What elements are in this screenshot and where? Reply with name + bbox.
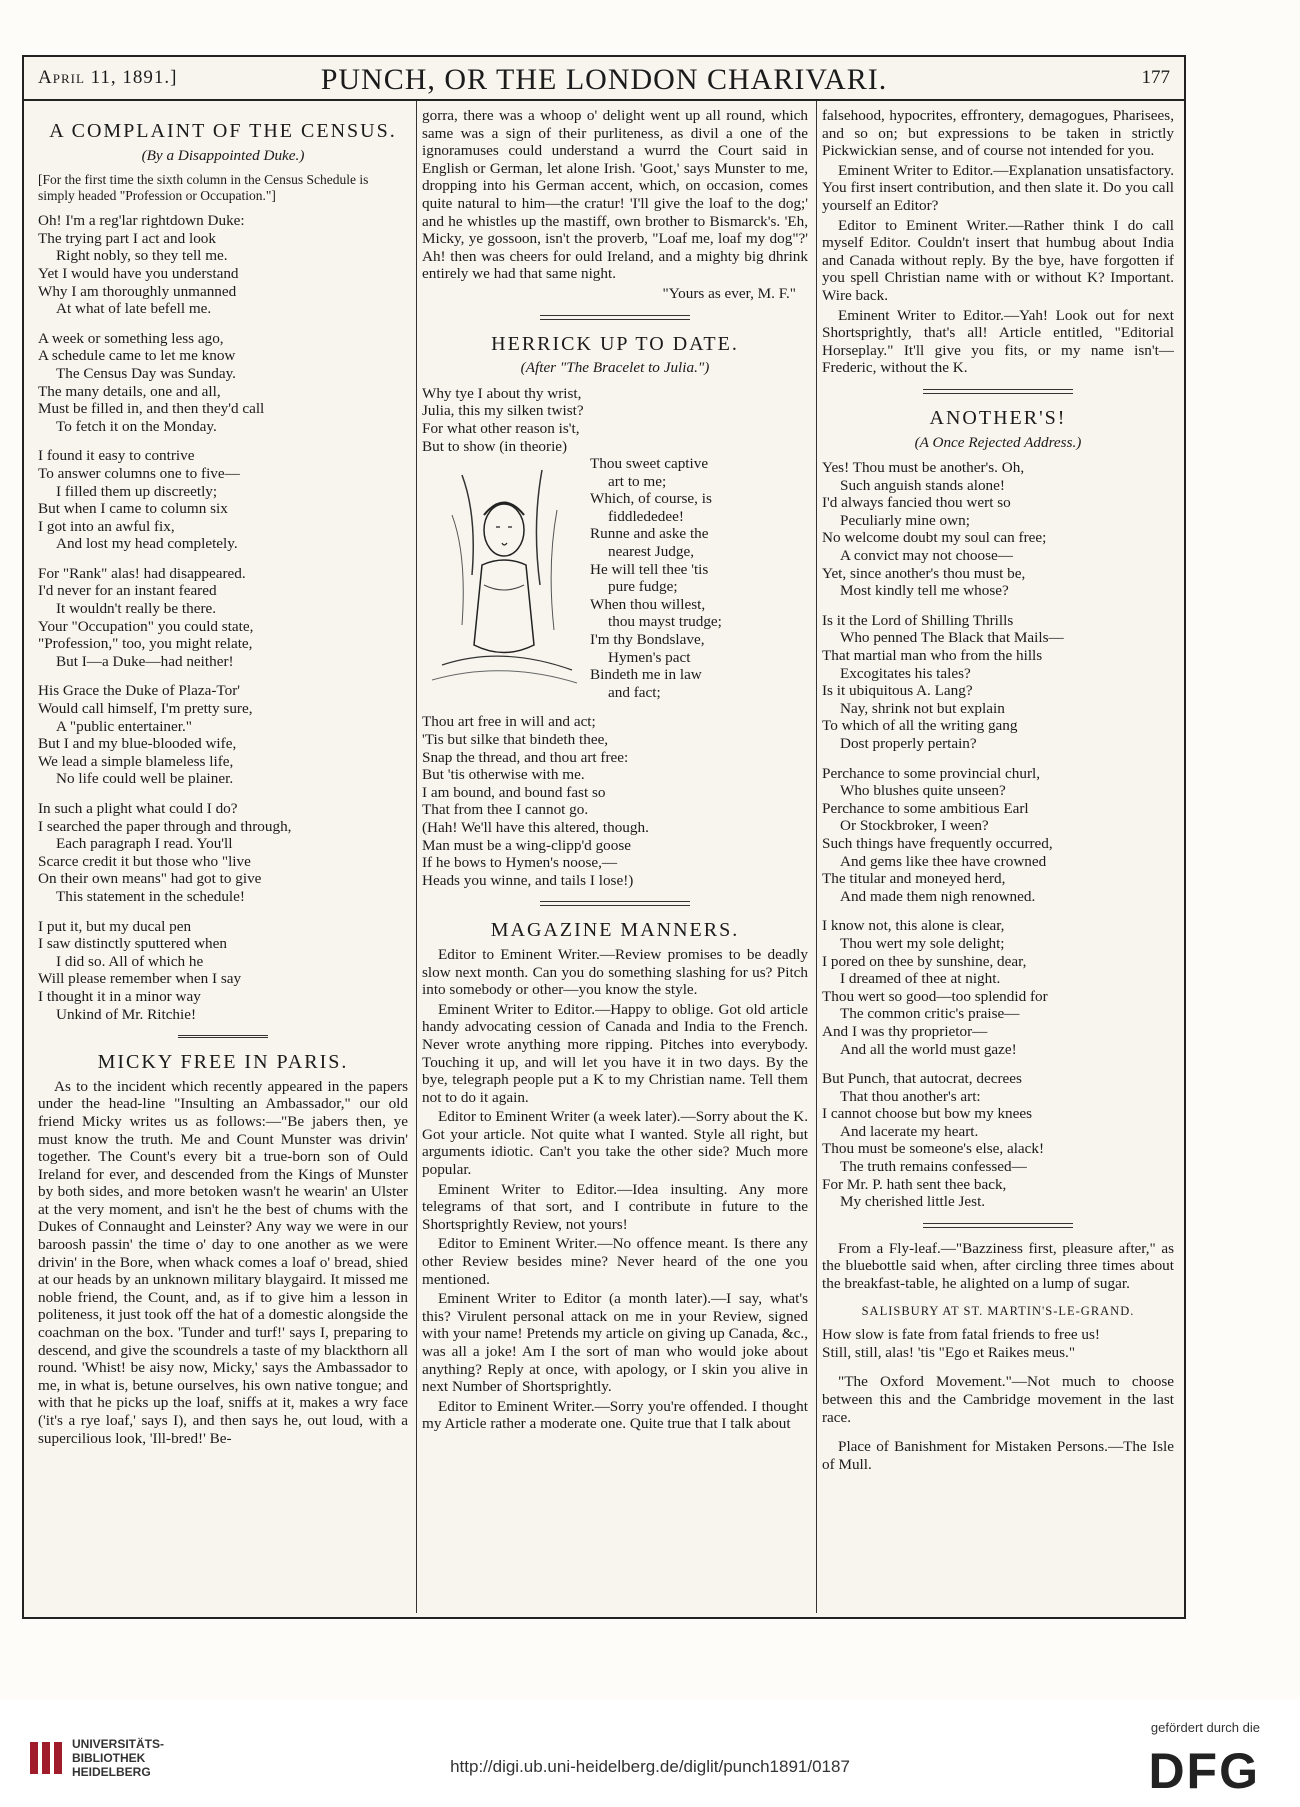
anothers-poem [822, 459, 1174, 1211]
verse-line: But to show (in theorie) [422, 437, 568, 455]
verse-line: If he bows to Hymen's noose,— [422, 854, 618, 872]
verse-line: Is it ubiquitous A. Lang? [822, 682, 973, 700]
source-url[interactable]: http://digi.ub.uni-heidelberg.de/diglit/punch1891/0187 [450, 1757, 850, 1776]
verse-line: Yet I would have you understand [38, 264, 239, 282]
verse-line: It wouldn't really be there. [56, 600, 217, 618]
verse-line: Will please remember when I say [38, 970, 242, 988]
verse-line: And lacerate my heart. [840, 1122, 979, 1140]
herrick-byline: (After "The Bracelet to Julia.") [520, 359, 710, 377]
verse-line: Dost properly pertain? [840, 735, 977, 752]
verse-line: Thou wert so good—too splendid for [822, 987, 1048, 1005]
verse-line: (Hah! We'll have this altered, though. [422, 818, 649, 836]
separator [923, 389, 1073, 394]
stanza [38, 800, 408, 906]
herrick-illustrated-block [422, 455, 808, 701]
page-number: 177 [1141, 67, 1170, 88]
verse-line: A week or something less ago, [38, 329, 224, 347]
verse-line: Nay, shrink not but explain [840, 699, 1005, 717]
verse-line: A schedule came to let me know [38, 347, 236, 365]
verse-line: He will tell thee 'tis [590, 560, 709, 578]
verse-line: On their own means" had got to give [38, 870, 262, 888]
verse-line: 'Tis but silke that bindeth thee, [422, 731, 609, 748]
verse-line: I found it easy to contrive [38, 447, 195, 465]
anothers-title: ANOTHER'S! [929, 406, 1067, 429]
magazine-continuation [822, 107, 1174, 377]
paragraph: Eminent Writer to Editor (a month later).—I say, what's this? Virulent personal attack on me in your Review, signed with your name! Pretends my article on giving up Canada, &c., was all a joke! Am I the sort of man who would joke about anything? Reply at once, with apology, or I skin you alive in next Number of Shortsprightly. [422, 1290, 808, 1396]
verse-line: Right nobly, so they tell me. [56, 247, 228, 265]
verse-line: I know not, this alone is clear, [822, 917, 1005, 935]
verse-line: I searched the paper through and through, [38, 817, 292, 835]
verse-line: To answer columns one to five— [38, 464, 240, 482]
verse-line: I cannot choose but bow my knees [822, 1105, 1033, 1123]
verse-line: I filled them up discreetly; [56, 482, 218, 500]
page-header [24, 57, 1184, 101]
verse-line: Unkind of Mr. Ritchie! [56, 1005, 197, 1023]
magazine-title: MAGAZINE MANNERS. [490, 919, 740, 942]
verse-line: And I was thy proprietor— [822, 1022, 988, 1040]
micky-title: MICKY FREE IN PARIS. [97, 1051, 349, 1074]
stanza [38, 918, 408, 1024]
census-poem [38, 212, 408, 1023]
verse-line: Must be filled in, and then they'd call [38, 400, 265, 418]
verse-line: I'm thy Bondslave, [590, 631, 705, 649]
herrick-lines-top [422, 385, 808, 455]
herrick-title: HERRICK UP TO DATE. [491, 332, 739, 355]
separator [178, 1035, 268, 1038]
herrick-lines-bottom [422, 713, 808, 889]
verse-line: I did so. All of which he [56, 952, 204, 970]
verse-line: Perchance to some provincial churl, [822, 764, 1041, 782]
verse-line: The titular and moneyed herd, [822, 870, 1006, 888]
verse-line: Peculiarly mine own; [840, 511, 970, 529]
verse-line: Such anguish stands alone! [840, 476, 1005, 494]
census-note: [For the first time the sixth column in the Census Schedule is simply headed "Profession or Occupation."] [38, 172, 369, 204]
verse-line: But 'tis otherwise with me. [422, 766, 585, 784]
verse-line: How slow is fate from fatal friends to free us! [822, 1326, 1100, 1344]
stanza [822, 612, 1174, 753]
verse-line: Thou art free in will and act; [422, 713, 596, 731]
verse-line: In such a plight what could I do? [38, 800, 238, 817]
verse-line: And gems like thee have crowned [840, 852, 1047, 870]
micky-signoff: "Yours as ever, M. F." [662, 284, 796, 302]
paragraph: Editor to Eminent Writer.—Sorry you're offended. I thought my Article rather a moderate one. Quite true that I talk about [422, 1397, 808, 1433]
paragraph: Editor to Eminent Writer (a week later).—Sorry about the K. Got your article. Not quite what I wanted. Style all right, but arguments idiotic. Can't you take the other side? Much more popular. [422, 1108, 808, 1179]
verse-line: For Mr. P. hath sent thee back, [822, 1175, 1007, 1193]
paragraph: Editor to Eminent Writer.—Rather think I do call myself Editor. Couldn't insert that humbug about India and Canada without reply. By the bye, have forgotten if you spell Christian name with or without K? Important. Wire back. [822, 216, 1174, 304]
library-name-line: BIBLIOTHEK [72, 1751, 146, 1765]
column-2 [422, 107, 808, 1602]
library-name-line: UNIVERSITÄTS- [72, 1737, 165, 1751]
verse-line: Still, still, alas! 'tis "Ego et Raikes meus." [822, 1343, 1076, 1361]
verse-line: I am bound, and bound fast so [422, 783, 606, 801]
verse-line: To which of all the writing gang [822, 717, 1018, 735]
anothers-byline: (A Once Rejected Address.) [914, 433, 1082, 451]
verse-line: For "Rank" alas! had disappeared. [38, 564, 246, 582]
verse-line: fiddlededee! [608, 507, 684, 525]
column-rule [416, 101, 417, 1613]
verse-line: The many details, one and all, [38, 382, 221, 400]
verse-line: Which, of course, is [590, 490, 712, 508]
verse-line: And all the world must gaze! [840, 1040, 1017, 1058]
verse-line: A convict may not choose— [840, 547, 1013, 565]
verse-line: Oh! I'm a reg'lar rightdown Duke: [38, 212, 245, 230]
paragraph: Eminent Writer to Editor.—Happy to oblige. Got old article handy advocating cession of Canada and India to the French. Never wrote anything more ripping. Pitches into everybody. Touching it up, and will let you have it in two days. By the bye, telegraph people put a K to my Christian name. Tell them not to do it again. [422, 1000, 808, 1106]
verse-line: For what other reason is't, [422, 419, 580, 437]
issue-date: April 11, 1891.] [38, 67, 178, 88]
verse-line: The truth remains confessed— [840, 1158, 1027, 1176]
verse-line: Bindeth me in law [590, 666, 702, 684]
verse-line: art to me; [608, 472, 667, 490]
verse-line: Hymen's pact [608, 648, 691, 666]
verse-line: Why I am thoroughly unmanned [38, 282, 237, 300]
verse-line: My cherished little Jest. [840, 1193, 986, 1211]
verse-line: I got into an awful fix, [38, 517, 175, 535]
oxford-paragraph: "The Oxford Movement."—Not much to choose between this and the Cambridge movement in the last race. [822, 1373, 1174, 1426]
newspaper-page [22, 55, 1186, 1619]
stanza [822, 917, 1174, 1058]
stanza [38, 447, 408, 553]
verse-line: I'd never for an instant feared [38, 582, 217, 600]
verse-line: and fact; [608, 683, 661, 701]
masthead-title: PUNCH, OR THE LONDON CHARIVARI. [320, 63, 888, 96]
verse-line: thou mayst trudge; [608, 613, 722, 631]
paragraph: Editor to Eminent Writer.—Review promises to be deadly slow next month. Can you do something slashing for us? Pitch into somebody or other—you know the style. [422, 945, 808, 999]
verse-line: Yet, since another's thou must be, [822, 564, 1026, 582]
verse-line: Runne and aske the [590, 525, 709, 543]
verse-line: No welcome doubt my soul can free; [822, 529, 1047, 547]
verse-line: pure fudge; [608, 578, 678, 596]
verse-line: nearest Judge, [608, 543, 695, 561]
verse-line: Julia, this my silken twist? [422, 402, 584, 420]
column-rule [816, 101, 817, 1613]
verse-line: Thou sweet captive [590, 455, 709, 473]
verse-line: Excogitates his tales? [840, 664, 971, 682]
verse-line: We lead a simple blameless life, [38, 752, 234, 770]
verse-line: Your "Occupation" you could state, [38, 617, 254, 635]
verse-line: But I—a Duke—had neither! [56, 652, 234, 670]
paragraph: Editor to Eminent Writer.—No offence meant. Is there any other Review besides mine? Never heard of the one you mentioned. [422, 1235, 808, 1288]
stanza [822, 765, 1174, 906]
verse-line: I thought it in a minor way [38, 987, 201, 1005]
verse-line: Why tye I about thy wrist, [422, 384, 582, 402]
verse-line: That thou another's art: [840, 1087, 981, 1105]
verse-line: Each paragraph I read. You'll [56, 835, 233, 853]
stanza [822, 459, 1174, 600]
census-title: A COMPLAINT OF THE CENSUS. [49, 120, 397, 142]
verse-line: Who penned The Black that Mails— [840, 629, 1064, 647]
verse-line: Heads you winne, and tails I lose!) [422, 871, 634, 889]
verse-line: The Census Day was Sunday. [56, 364, 236, 382]
verse-line: I'd always fancied thou wert so [822, 494, 1011, 512]
verse-line: I put it, but my ducal pen [38, 917, 192, 935]
separator [540, 901, 690, 906]
verse-line: Snap the thread, and thou art free: [422, 748, 629, 766]
census-byline: (By a Disappointed Duke.) [141, 146, 305, 164]
verse-line: Such things have frequently occurred, [822, 834, 1053, 852]
column-1 [38, 107, 408, 1602]
verse-line: Thou must be someone's else, alack! [822, 1140, 1045, 1158]
herrick-lines-side [590, 455, 808, 701]
column-3 [822, 107, 1174, 1602]
flyleaf-paragraph: From a Fly-leaf.—"Bazziness first, pleasure after," as the bluebottle said when, after circling three times about the breakfast-table, he alighted on a lump of sugar. [822, 1239, 1174, 1293]
verse-line: That from thee I cannot go. [422, 801, 589, 819]
verse-line: Would call himself, I'm pretty sure, [38, 700, 253, 718]
stanza [822, 1070, 1174, 1211]
verse-line: Who blushes quite unseen? [840, 782, 1006, 800]
verse-line: Thou wert my sole delight; [840, 934, 1005, 952]
verse-line: I saw distinctly sputtered when [38, 935, 227, 953]
verse-line: Man must be a wing-clipp'd goose [422, 836, 631, 854]
verse-line: I dreamed of thee at night. [840, 970, 1001, 988]
verse-line: "Profession," too, you might relate, [38, 635, 253, 653]
paragraph: Eminent Writer to Editor.—Idea insulting. Any more telegrams of that sort, and I contribute in future to the Shortsprightly Review, not yours! [422, 1180, 808, 1233]
dfg-logo: DFG [1148, 1743, 1260, 1799]
stanza [38, 565, 408, 671]
verse-line: When thou willest, [590, 595, 706, 613]
library-name-line: HEIDELBERG [72, 1765, 151, 1779]
verse-line: Most kindly tell me whose? [840, 582, 1009, 600]
stanza [38, 682, 408, 788]
verse-line: And made them nigh renowned. [840, 887, 1036, 905]
verse-line: And lost my head completely. [56, 535, 238, 553]
stanza [38, 330, 408, 436]
micky-continuation: gorra, there was a whoop o' delight went up all round, which same was a sign of their purliteness, as divil a one of the ignoramuses could understand a wurrd the Court said in English or German, let alone Irish. 'Goot,' says Munster to me, dropping into his German accent, which, on occasion, comes quite natural to him—the cratur! 'I'll give the loaf to the dog;' and he whistles up the mastiff, own brother to Bismarck's. 'Eh, Micky, ye gossoon, isn't the proverb, "Loaf me, loaf my dog"?' Ah! then was cheers for ould Ireland, and a mighty big dhrink entirely we had that same night. [422, 107, 808, 283]
funded-by-label: gefördert durch die [1150, 1720, 1260, 1735]
verse-line: The trying part I act and look [38, 229, 216, 247]
stanza [38, 212, 408, 318]
verse-line: But I and my blue-blooded wife, [38, 735, 237, 753]
verse-line: Perchance to some ambitious Earl [822, 799, 1029, 817]
salisbury-heading: SALISBURY AT ST. MARTIN'S-LE-GRAND. [861, 1303, 1135, 1318]
salisbury-lines [822, 1326, 1174, 1361]
verse-line: This statement in the schedule! [56, 887, 245, 905]
separator [923, 1223, 1073, 1228]
verse-line: But when I came to column six [38, 500, 228, 518]
paragraph: falsehood, hypocrites, effrontery, demagogues, Pharisees, and so on; but expressions to be taken in strictly Pickwickian sense, and of course not intended for you. [822, 107, 1174, 160]
verse-line: Yes! Thou must be another's. Oh, [822, 459, 1025, 477]
verse-line: That martial man who from the hills [822, 647, 1043, 665]
verse-line: Scarce credit it but those who "live [38, 852, 251, 870]
verse-line: But Punch, that autocrat, decrees [822, 1070, 1022, 1088]
verse-line: Or Stockbroker, I ween? [840, 817, 989, 835]
verse-line: I pored on thee by sunshine, dear, [822, 952, 1027, 970]
woman-portrait-illustration [422, 455, 582, 685]
paragraph: Eminent Writer to Editor.—Explanation unsatisfactory. You first insert contribution, and then slate it. Do you call yourself an Editor? [822, 161, 1174, 214]
paragraph: Eminent Writer to Editor.—Yah! Look out for next Shortsprightly, that's all! Article entitled, "Editorial Horseplay." It'll give you fits, or my name isn't—Frederic, without the K. [822, 306, 1174, 377]
verse-line: Is it the Lord of Shilling Thrills [822, 611, 1014, 629]
verse-line: At what of late befell me. [56, 300, 212, 318]
verse-line: To fetch it on the Monday. [56, 417, 217, 435]
micky-text: As to the incident which recently appeared in the papers under the head-line "Insulting an Ambassador," our old friend Micky writes us as follows:—"Be jabers then, ye must know the truth. Me and Count Munster was drivin' together. The Count's every bit a true-born son of Ould Ireland for ever, and descended from the Kings of Munster by both sides, and more betoken wasn't he wearin' an Ulster at the very moment, and isn't he the best of chums with the Dukes of Connaught and Leinster? Any way we were in our baroosh passin' the time o' day to one another as we were drivin' in the Bore, when whack comes a loaf o' bread, shied at our heads by an unknown military blaygaird. It missed me noble friend, the Count, and, as if to give him a lesson in politeness, it just took off the hat of a domestic alongside the coachman on the box. 'Tunder and turf!' says I, preparing to descend, and give the scoundrels a taste of my blackthorn all round. 'Whist! be aisy now, Micky,' says the Ambassador to me, in what is, betune ourselves, his own native tongue; and with that he picks up the loaf, sniffs at it, makes a wry face ('it's a rye loaf,' says I), and then says he, out loud, with a supercilious look, 'Ill-bred!' Be- [38, 1077, 408, 1447]
verse-line: The common critic's praise— [840, 1005, 1020, 1023]
verse-line: His Grace the Duke of Plaza-Tor' [38, 682, 240, 700]
banishment-paragraph: Place of Banishment for Mistaken Persons.—The Isle of Mull. [822, 1438, 1174, 1473]
magazine-text [422, 946, 808, 1433]
verse-line: No life could well be plainer. [56, 770, 234, 788]
verse-line: A "public entertainer." [56, 717, 192, 735]
separator [540, 315, 690, 320]
library-footer [0, 1700, 1300, 1807]
